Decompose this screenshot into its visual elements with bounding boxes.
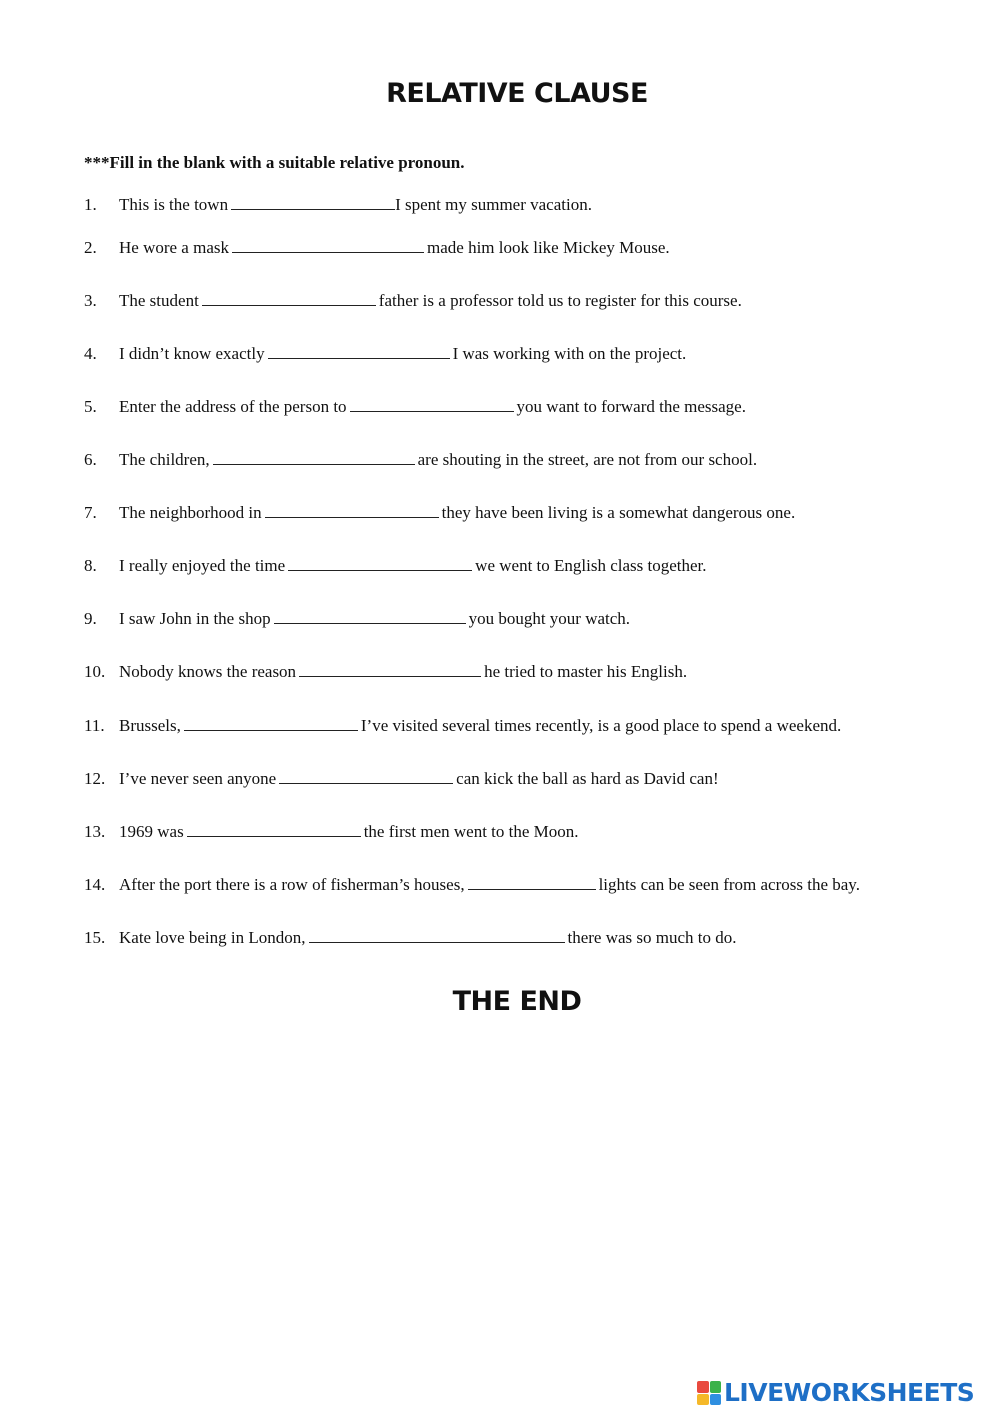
question-item <box>84 873 860 897</box>
question-text-before: This is the town <box>119 195 229 214</box>
logo-square-red <box>697 1381 709 1393</box>
question-text-before: Nobody knows the reason <box>119 662 297 681</box>
question-text-before: The student <box>119 291 199 310</box>
worksheet-title: RELATIVE CLAUSE <box>386 78 648 109</box>
question-number: 4. <box>84 344 97 363</box>
answer-blank[interactable] <box>231 193 395 210</box>
question-text-before: After the port there is a row of fisherman’s houses, <box>119 875 465 894</box>
question-item <box>84 926 737 950</box>
question-number: 1. <box>84 195 97 214</box>
question-text-after: I’ve visited several times recently, is a good place to spend a weekend. <box>360 716 842 735</box>
question-item <box>84 501 795 525</box>
liveworksheets-logo-icon <box>697 1381 721 1405</box>
liveworksheets-brand <box>697 1378 974 1408</box>
question-text-before: Kate love being in London, <box>119 928 306 947</box>
question-number: 15. <box>84 928 106 947</box>
answer-blank[interactable] <box>187 820 361 837</box>
answer-blank[interactable] <box>202 289 376 306</box>
question-text-after: they have been living is a somewhat dangerous one. <box>441 503 796 522</box>
question-text-after: I spent my summer vacation. <box>395 195 592 214</box>
question-text-after: you bought your watch. <box>468 609 631 628</box>
question-item <box>84 820 579 844</box>
answer-blank[interactable] <box>268 342 450 359</box>
question-item <box>84 660 687 684</box>
question-text-before: He wore a mask <box>119 238 229 257</box>
answer-blank[interactable] <box>468 873 596 890</box>
question-text-after: there was so much to do. <box>567 928 737 947</box>
question-number: 5. <box>84 397 97 416</box>
question-number: 11. <box>84 716 105 735</box>
question-text-before: I didn’t know exactly <box>119 344 265 363</box>
answer-blank[interactable] <box>184 714 358 731</box>
logo-square-yellow <box>697 1394 709 1406</box>
question-number: 9. <box>84 609 97 628</box>
question-item <box>84 342 686 366</box>
question-item <box>84 767 719 791</box>
question-number: 7. <box>84 503 97 522</box>
question-number: 2. <box>84 238 97 257</box>
question-text-before: Brussels, <box>119 716 181 735</box>
end-heading: THE END <box>452 986 582 1017</box>
question-text-before: 1969 was <box>119 822 184 841</box>
question-text-after: you want to forward the message. <box>516 397 746 416</box>
question-text-after: the first men went to the Moon. <box>363 822 579 841</box>
question-item <box>84 193 592 217</box>
question-text-after: lights can be seen from across the bay. <box>598 875 860 894</box>
liveworksheets-wordmark: LIVEWORKSHEETS <box>724 1378 975 1407</box>
logo-square-green <box>710 1381 722 1393</box>
answer-blank[interactable] <box>213 448 415 465</box>
answer-blank[interactable] <box>274 607 466 624</box>
answer-blank[interactable] <box>232 236 424 253</box>
question-number: 12. <box>84 769 106 788</box>
question-item <box>84 607 630 631</box>
question-text-after: I was working with on the project. <box>452 344 687 363</box>
question-number: 14. <box>84 875 106 894</box>
answer-blank[interactable] <box>309 926 565 943</box>
question-number: 13. <box>84 822 106 841</box>
question-text-after: made him look like Mickey Mouse. <box>427 238 670 257</box>
question-item <box>84 554 707 578</box>
answer-blank[interactable] <box>299 660 481 677</box>
question-item <box>84 236 670 260</box>
question-text-after: he tried to master his English. <box>484 662 688 681</box>
question-text-before: The children, <box>119 450 210 469</box>
answer-blank[interactable] <box>350 395 514 412</box>
question-text-after: are shouting in the street, are not from our school. <box>417 450 758 469</box>
question-item <box>84 714 841 738</box>
question-item <box>84 448 757 472</box>
question-text-after: father is a professor told us to register for this course. <box>378 291 742 310</box>
question-item <box>84 289 742 313</box>
question-text-before: The neighborhood in <box>119 503 262 522</box>
question-text-before: Enter the address of the person to <box>119 397 347 416</box>
question-number: 8. <box>84 556 97 575</box>
answer-blank[interactable] <box>279 767 453 784</box>
question-number: 6. <box>84 450 97 469</box>
answer-blank[interactable] <box>265 501 439 518</box>
question-text-before: I really enjoyed the time <box>119 556 286 575</box>
question-number: 3. <box>84 291 97 310</box>
instruction-text: ***Fill in the blank with a suitable relative pronoun. <box>84 153 465 172</box>
question-text-after: can kick the ball as hard as David can! <box>456 769 719 788</box>
question-text-before: I’ve never seen anyone <box>119 769 277 788</box>
logo-square-blue <box>710 1394 722 1406</box>
question-number: 10. <box>84 662 106 681</box>
question-text-after: we went to English class together. <box>475 556 707 575</box>
question-item <box>84 395 746 419</box>
answer-blank[interactable] <box>288 554 472 571</box>
question-text-before: I saw John in the shop <box>119 609 271 628</box>
